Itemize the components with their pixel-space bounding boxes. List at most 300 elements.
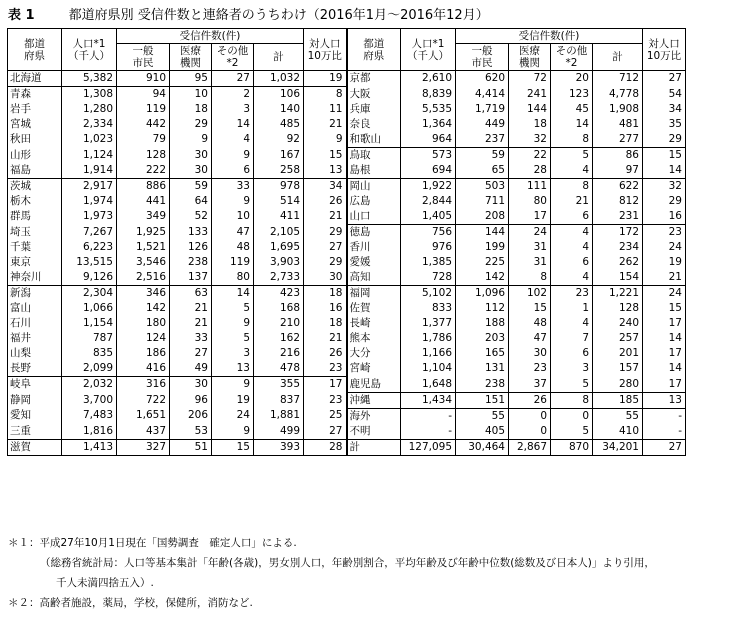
rate-cell: 13 (643, 392, 686, 408)
medical-cell: 17 (509, 209, 551, 225)
pop-cell: 694 (401, 163, 456, 179)
medical-cell: 111 (509, 179, 551, 195)
table-row (8, 408, 686, 424)
pop-cell: 756 (401, 225, 456, 241)
prefecture-cell: 岐阜 (8, 377, 62, 393)
rate-cell: 15 (643, 148, 686, 164)
other-cell: 8 (551, 179, 593, 195)
rate-cell: 29 (643, 194, 686, 209)
medical-cell: 26 (509, 392, 551, 408)
other-cell: 4 (551, 163, 593, 179)
rate-cell: 15 (304, 148, 347, 164)
prefecture-cell: 長崎 (347, 316, 401, 331)
total-cell: 4,778 (593, 87, 643, 103)
rate-cell: 32 (643, 179, 686, 195)
statistics-table (7, 28, 686, 456)
pop-cell: 1,023 (62, 132, 117, 148)
total-cell: 1,695 (254, 240, 304, 255)
rate-cell: 27 (643, 439, 686, 455)
table-row (8, 179, 686, 195)
other-cell: 4 (551, 316, 593, 331)
pop-cell: 1,648 (401, 377, 456, 393)
table-row (8, 331, 686, 346)
prefecture-cell: 海外 (347, 408, 401, 424)
header-per100k-right: 対人口 10万比 (643, 29, 686, 71)
prefecture-cell: 山形 (8, 148, 62, 164)
other-cell: 14 (212, 117, 254, 132)
pop-cell: 5,535 (401, 102, 456, 117)
rate-cell: 17 (643, 316, 686, 331)
table-row (8, 117, 686, 132)
rate-cell: 24 (643, 240, 686, 255)
medical-cell: 22 (509, 148, 551, 164)
medical-cell: 31 (509, 240, 551, 255)
total-cell: 481 (593, 117, 643, 132)
other-cell: 7 (551, 331, 593, 346)
medical-cell: 49 (170, 361, 212, 377)
prefecture-cell: 静岡 (8, 392, 62, 408)
general-cell: 722 (117, 392, 170, 408)
total-cell: 216 (254, 346, 304, 361)
general-cell: 1,719 (456, 102, 509, 117)
general-cell: 119 (117, 102, 170, 117)
table-row (8, 439, 686, 455)
rate-cell: 8 (304, 87, 347, 103)
total-cell: 1,221 (593, 286, 643, 302)
table-row (8, 132, 686, 148)
total-cell: 411 (254, 209, 304, 225)
general-cell: 449 (456, 117, 509, 132)
prefecture-cell: 大阪 (347, 87, 401, 103)
rate-cell: 17 (643, 377, 686, 393)
pop-cell: 964 (401, 132, 456, 148)
footnotes (8, 533, 655, 613)
rate-cell: 29 (304, 255, 347, 270)
rate-cell: 27 (304, 240, 347, 255)
total-cell: 172 (593, 225, 643, 241)
pop-cell: 2,334 (62, 117, 117, 132)
pop-cell: 1,914 (62, 163, 117, 179)
general-cell: 620 (456, 71, 509, 87)
prefecture-cell: 大分 (347, 346, 401, 361)
pop-cell: 9,126 (62, 270, 117, 286)
header-other-right: その他 *2 (551, 44, 593, 71)
prefecture-cell: 新潟 (8, 286, 62, 302)
medical-cell: 63 (170, 286, 212, 302)
medical-cell: 80 (509, 194, 551, 209)
pop-cell: 5,102 (401, 286, 456, 302)
prefecture-cell: 千葉 (8, 240, 62, 255)
medical-cell: 21 (170, 316, 212, 331)
general-cell: 124 (117, 331, 170, 346)
general-cell: 349 (117, 209, 170, 225)
total-cell: 106 (254, 87, 304, 103)
medical-cell: 96 (170, 392, 212, 408)
prefecture-cell: 佐賀 (347, 301, 401, 316)
medical-cell: 24 (509, 225, 551, 241)
header-other: その他 *2 (212, 44, 254, 71)
prefecture-cell: 栃木 (8, 194, 62, 209)
medical-cell: 102 (509, 286, 551, 302)
prefecture-cell: 秋田 (8, 132, 62, 148)
prefecture-cell: 山梨 (8, 346, 62, 361)
medical-cell: 37 (509, 377, 551, 393)
table-row (8, 209, 686, 225)
medical-cell: 30 (170, 148, 212, 164)
total-cell: 712 (593, 71, 643, 87)
total-cell: 280 (593, 377, 643, 393)
general-cell: 442 (117, 117, 170, 132)
general-cell: 188 (456, 316, 509, 331)
total-cell: 423 (254, 286, 304, 302)
general-cell: 208 (456, 209, 509, 225)
table-row (8, 148, 686, 164)
other-cell: 45 (551, 102, 593, 117)
footnote-line: （総務省統計局：人口等基本集計「年齢(各歳)，男女別人口，年齢別割合，平均年齢及び年齢中位数(総数及び日本人)」より引用， (40, 557, 655, 569)
total-cell: 154 (593, 270, 643, 286)
other-cell: 0 (551, 408, 593, 424)
rate-cell: - (643, 408, 686, 424)
other-cell: 870 (551, 439, 593, 455)
prefecture-cell: 愛媛 (347, 255, 401, 270)
medical-cell: 64 (170, 194, 212, 209)
prefecture-cell: 鹿児島 (347, 377, 401, 393)
rate-cell: 21 (304, 331, 347, 346)
pop-cell: 8,839 (401, 87, 456, 103)
total-cell: 2,733 (254, 270, 304, 286)
pop-cell: 13,515 (62, 255, 117, 270)
medical-cell: 0 (509, 424, 551, 440)
header-total-right: 計 (593, 44, 643, 71)
pop-cell: 835 (62, 346, 117, 361)
table-title (8, 4, 489, 23)
prefecture-cell: 石川 (8, 316, 62, 331)
general-cell: 225 (456, 255, 509, 270)
table-caption: 都道府県別 受信件数と連絡者のうちわけ（2016年1月～2016年12月） (68, 8, 489, 23)
rate-cell: 23 (304, 361, 347, 377)
medical-cell: 30 (170, 163, 212, 179)
prefecture-cell: 香川 (347, 240, 401, 255)
medical-cell: 28 (509, 163, 551, 179)
general-cell: 186 (117, 346, 170, 361)
other-cell: 14 (212, 286, 254, 302)
rate-cell: 24 (643, 286, 686, 302)
total-cell: 167 (254, 148, 304, 164)
medical-cell: 95 (170, 71, 212, 87)
other-cell: 15 (212, 439, 254, 455)
total-cell: 485 (254, 117, 304, 132)
pop-cell: 1,413 (62, 439, 117, 455)
total-cell: 234 (593, 240, 643, 255)
pop-cell: 2,032 (62, 377, 117, 393)
general-cell: 3,546 (117, 255, 170, 270)
prefecture-cell: 滋賀 (8, 439, 62, 455)
pop-cell: 3,700 (62, 392, 117, 408)
pop-cell: 1,066 (62, 301, 117, 316)
pop-cell: 1,385 (401, 255, 456, 270)
table-row (8, 255, 686, 270)
header-general: 一般 市民 (117, 44, 170, 71)
rate-cell: 26 (304, 194, 347, 209)
total-cell: 499 (254, 424, 304, 440)
table-row (8, 240, 686, 255)
other-cell: 27 (212, 71, 254, 87)
rate-cell: 16 (304, 301, 347, 316)
total-cell: 478 (254, 361, 304, 377)
medical-cell: 2,867 (509, 439, 551, 455)
other-cell: 9 (212, 377, 254, 393)
general-cell: 142 (456, 270, 509, 286)
pop-cell: 1,377 (401, 316, 456, 331)
general-cell: 2,516 (117, 270, 170, 286)
medical-cell: 0 (509, 408, 551, 424)
header-pop-right: 人口*1 （千人） (401, 29, 456, 71)
other-cell: 5 (551, 377, 593, 393)
total-cell: 231 (593, 209, 643, 225)
table-row (8, 392, 686, 408)
prefecture-cell: 徳島 (347, 225, 401, 241)
medical-cell: 30 (170, 377, 212, 393)
general-cell: 59 (456, 148, 509, 164)
prefecture-cell: 熊本 (347, 331, 401, 346)
general-cell: 1,925 (117, 225, 170, 241)
total-cell: 157 (593, 361, 643, 377)
total-cell: 128 (593, 301, 643, 316)
other-cell: 123 (551, 87, 593, 103)
total-cell: 97 (593, 163, 643, 179)
other-cell: 9 (212, 316, 254, 331)
rate-cell: 14 (643, 361, 686, 377)
pop-cell: 976 (401, 240, 456, 255)
rate-cell: 18 (304, 286, 347, 302)
rate-cell: 34 (304, 179, 347, 195)
rate-cell: 34 (643, 102, 686, 117)
prefecture-cell: 三重 (8, 424, 62, 440)
medical-cell: 18 (509, 117, 551, 132)
rate-cell: 23 (304, 392, 347, 408)
pop-cell: 1,922 (401, 179, 456, 195)
other-cell: 47 (212, 225, 254, 241)
general-cell: 203 (456, 331, 509, 346)
total-cell: 277 (593, 132, 643, 148)
footnote-line: ＊１：平成27年10月1日現在「国勢調査 確定人口」による. (8, 537, 297, 549)
medical-cell: 21 (170, 301, 212, 316)
table-row (8, 225, 686, 241)
general-cell: 405 (456, 424, 509, 440)
pop-cell: 1,154 (62, 316, 117, 331)
general-cell: 910 (117, 71, 170, 87)
table-row (8, 286, 686, 302)
total-cell: 622 (593, 179, 643, 195)
other-cell: 48 (212, 240, 254, 255)
general-cell: 112 (456, 301, 509, 316)
prefecture-cell: 愛知 (8, 408, 62, 424)
table-number: 表 1 (8, 8, 35, 23)
general-cell: 327 (117, 439, 170, 455)
general-cell: 1,521 (117, 240, 170, 255)
rate-cell: 29 (304, 225, 347, 241)
header-general-right: 一般 市民 (456, 44, 509, 71)
rate-cell: 28 (304, 439, 347, 455)
other-cell: 6 (551, 255, 593, 270)
header-group: 受信件数(件) (117, 29, 304, 44)
medical-cell: 126 (170, 240, 212, 255)
general-cell: 237 (456, 132, 509, 148)
medical-cell: 30 (509, 346, 551, 361)
rate-cell: 21 (643, 270, 686, 286)
other-cell: 5 (212, 331, 254, 346)
other-cell: 6 (551, 346, 593, 361)
general-cell: 65 (456, 163, 509, 179)
pop-cell: 573 (401, 148, 456, 164)
pop-cell: 1,124 (62, 148, 117, 164)
medical-cell: 144 (509, 102, 551, 117)
other-cell: 3 (212, 102, 254, 117)
other-cell: 6 (551, 209, 593, 225)
other-cell: 4 (212, 132, 254, 148)
other-cell: 5 (551, 424, 593, 440)
table-row (8, 346, 686, 361)
table-row (8, 194, 686, 209)
medical-cell: 59 (170, 179, 212, 195)
pop-cell: 1,974 (62, 194, 117, 209)
footnote-line: 千人未満四捨五入）. (56, 577, 154, 589)
pop-cell: 1,434 (401, 392, 456, 408)
table-row (8, 424, 686, 440)
table-row (8, 71, 686, 87)
table-row (8, 361, 686, 377)
other-cell: 14 (551, 117, 593, 132)
table-body (8, 71, 686, 456)
medical-cell: 137 (170, 270, 212, 286)
medical-cell: 27 (170, 346, 212, 361)
total-cell: 1,881 (254, 408, 304, 424)
prefecture-cell: 鳥取 (347, 148, 401, 164)
total-cell: 92 (254, 132, 304, 148)
total-cell: 162 (254, 331, 304, 346)
rate-cell: 27 (304, 424, 347, 440)
total-cell: 1,032 (254, 71, 304, 87)
table-row (8, 163, 686, 179)
pop-cell: 1,816 (62, 424, 117, 440)
medical-cell: 31 (509, 255, 551, 270)
medical-cell: 241 (509, 87, 551, 103)
other-cell: 13 (212, 361, 254, 377)
other-cell: 8 (551, 132, 593, 148)
other-cell: 5 (551, 148, 593, 164)
pop-cell: 2,917 (62, 179, 117, 195)
other-cell: 6 (212, 163, 254, 179)
total-cell: 410 (593, 424, 643, 440)
pop-cell: 728 (401, 270, 456, 286)
pop-cell: - (401, 408, 456, 424)
total-cell: 393 (254, 439, 304, 455)
medical-cell: 10 (170, 87, 212, 103)
rate-cell: 26 (304, 346, 347, 361)
rate-cell: 35 (643, 117, 686, 132)
prefecture-cell: 奈良 (347, 117, 401, 132)
pop-cell: 1,364 (401, 117, 456, 132)
medical-cell: 238 (170, 255, 212, 270)
other-cell: 23 (551, 286, 593, 302)
general-cell: 1,651 (117, 408, 170, 424)
prefecture-cell: 山口 (347, 209, 401, 225)
medical-cell: 18 (170, 102, 212, 117)
medical-cell: 23 (509, 361, 551, 377)
rate-cell: 23 (643, 225, 686, 241)
rate-cell: - (643, 424, 686, 440)
medical-cell: 133 (170, 225, 212, 241)
general-cell: 180 (117, 316, 170, 331)
prefecture-cell: 茨城 (8, 179, 62, 195)
medical-cell: 32 (509, 132, 551, 148)
medical-cell: 51 (170, 439, 212, 455)
total-cell: 837 (254, 392, 304, 408)
rate-cell: 15 (643, 301, 686, 316)
pop-cell: 7,483 (62, 408, 117, 424)
general-cell: 131 (456, 361, 509, 377)
prefecture-cell: 群馬 (8, 209, 62, 225)
pop-cell: 2,610 (401, 71, 456, 87)
rate-cell: 14 (643, 163, 686, 179)
medical-cell: 15 (509, 301, 551, 316)
other-cell: 9 (212, 148, 254, 164)
total-cell: 3,903 (254, 255, 304, 270)
general-cell: 886 (117, 179, 170, 195)
rate-cell: 30 (304, 270, 347, 286)
general-cell: 4,414 (456, 87, 509, 103)
general-cell: 416 (117, 361, 170, 377)
medical-cell: 33 (170, 331, 212, 346)
header-medical: 医療 機関 (170, 44, 212, 71)
table-row (8, 316, 686, 331)
prefecture-cell: 宮崎 (347, 361, 401, 377)
total-cell: 978 (254, 179, 304, 195)
medical-cell: 72 (509, 71, 551, 87)
prefecture-cell: 島根 (347, 163, 401, 179)
other-cell: 10 (212, 209, 254, 225)
medical-cell: 8 (509, 270, 551, 286)
pop-cell: 833 (401, 301, 456, 316)
total-cell: 185 (593, 392, 643, 408)
rate-cell: 29 (643, 132, 686, 148)
total-cell: 262 (593, 255, 643, 270)
other-cell: 5 (212, 301, 254, 316)
rate-cell: 19 (643, 255, 686, 270)
rate-cell: 9 (304, 132, 347, 148)
table-row (8, 377, 686, 393)
medical-cell: 9 (170, 132, 212, 148)
total-cell: 210 (254, 316, 304, 331)
general-cell: 94 (117, 87, 170, 103)
other-cell: 24 (212, 408, 254, 424)
other-cell: 2 (212, 87, 254, 103)
general-cell: 30,464 (456, 439, 509, 455)
prefecture-cell: 京都 (347, 71, 401, 87)
other-cell: 4 (551, 240, 593, 255)
total-cell: 55 (593, 408, 643, 424)
total-cell: 240 (593, 316, 643, 331)
general-cell: 238 (456, 377, 509, 393)
table-row (8, 301, 686, 316)
pop-cell: 2,304 (62, 286, 117, 302)
rate-cell: 21 (304, 117, 347, 132)
other-cell: 3 (551, 361, 593, 377)
general-cell: 144 (456, 225, 509, 241)
header-total: 計 (254, 44, 304, 71)
total-cell: 86 (593, 148, 643, 164)
prefecture-cell: 長野 (8, 361, 62, 377)
